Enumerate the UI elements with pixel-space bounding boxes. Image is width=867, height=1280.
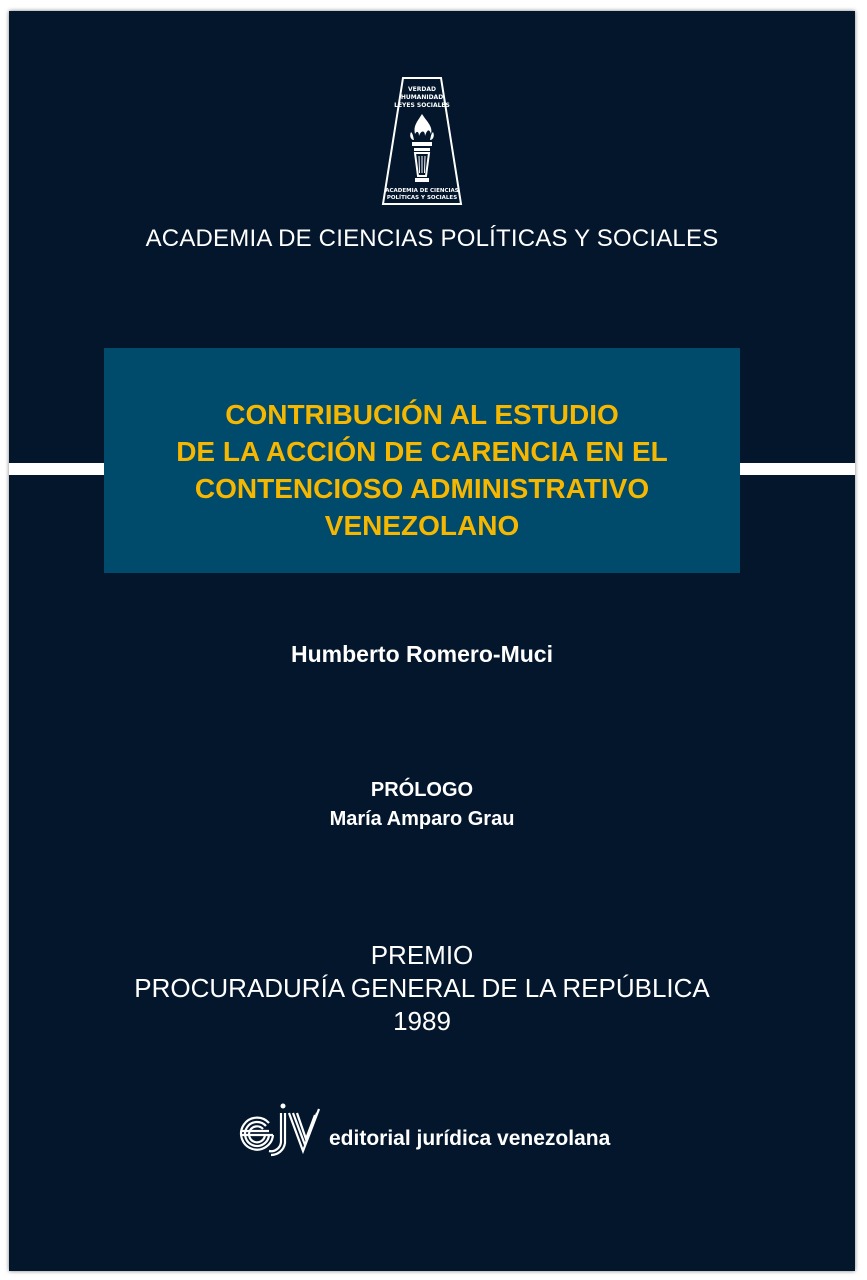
author-name: Humberto Romero-Muci (291, 641, 553, 667)
stripe-right (740, 463, 855, 475)
stripe-left (9, 463, 104, 475)
publisher-logo-icon (233, 1101, 343, 1161)
emblem-footer-1: ACADEMIA DE CIENCIAS (385, 188, 459, 194)
emblem-motto-1: VERDAD (408, 86, 436, 93)
title-line: CONTENCIOSO ADMINISTRATIVO (194, 473, 650, 504)
award-line: PROCURADURÍA GENERAL DE LA REPÚBLICA (134, 973, 710, 1003)
title-panel (104, 348, 740, 573)
publisher-name: editorial jurídica venezolana (329, 1127, 611, 1150)
title-line: CONTRIBUCIÓN AL ESTUDIO (225, 399, 619, 430)
title-line: DE LA ACCIÓN DE CARENCIA EN EL (176, 436, 668, 467)
emblem-motto-2: HUMANIDAD (400, 94, 444, 101)
academy-emblem-icon (381, 74, 463, 208)
emblem-footer-2: POLÍTICAS Y SOCIALES (386, 195, 458, 201)
prologue-author: María Amparo Grau (329, 808, 515, 830)
academy-name: ACADEMIA DE CIENCIAS POLÍTICAS Y SOCIALES (145, 225, 719, 252)
emblem-motto-3: LEYES SOCIALES (394, 102, 450, 109)
book-title (104, 396, 740, 544)
title-line: VENEZOLANO (324, 510, 520, 541)
award-line: 1989 (393, 1006, 451, 1036)
torch-icon (410, 114, 434, 182)
publisher-block (233, 1101, 633, 1161)
award-line: PREMIO (370, 940, 474, 970)
prologue-label: PRÓLOGO (370, 779, 474, 801)
book-cover (9, 11, 855, 1271)
award-block (9, 939, 835, 1038)
